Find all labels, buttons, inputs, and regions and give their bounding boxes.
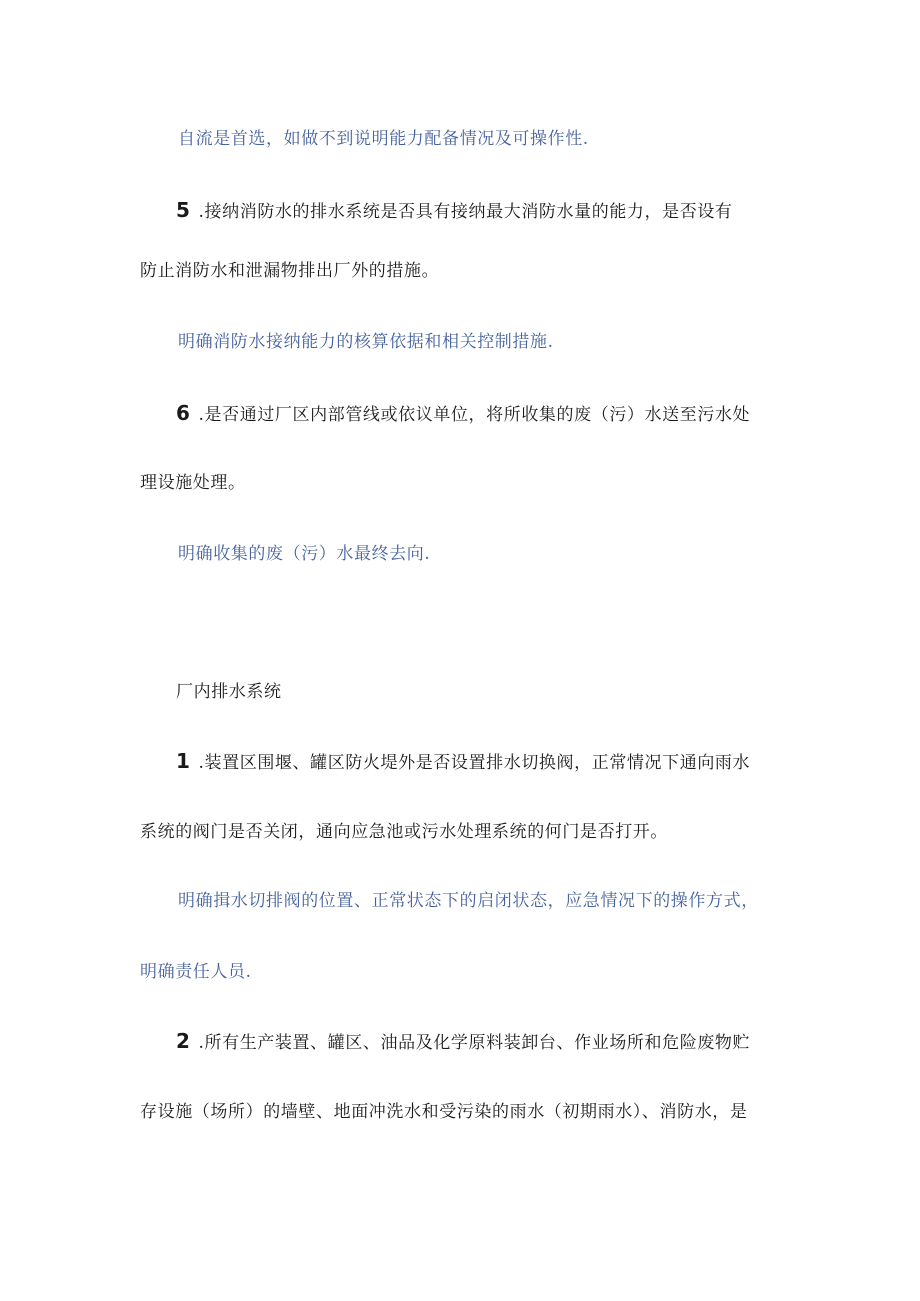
item-number: 2: [176, 1029, 191, 1053]
note-gravity-flow: 自流是首选，如做不到说明能力配备情况及可操作性.: [178, 129, 589, 149]
section-heading: 厂内排水系统: [176, 682, 282, 702]
item-2-line-2: 存设施（场所）的墙壁、地面冲洗水和受污染的雨水（初期雨水）、消防水，是: [140, 1102, 748, 1122]
note-fire-water-capacity: 明确消防水接纳能力的核算依据和相关控制措施.: [178, 332, 554, 352]
item-text: .装置区围堰、罐区防火堤外是否设置排水切换阀，正常情况下通向雨水: [198, 753, 751, 773]
item-number: 5: [176, 198, 191, 222]
note-valve-line-1: 明确揖水切排阀的位置、正常状态下的启闭状态，应急情况下的操作方式，: [178, 891, 759, 911]
item-6-line-1: [176, 401, 750, 427]
item-number: 6: [176, 401, 191, 425]
item-2-line-1: [176, 1029, 750, 1055]
item-text: .接纳消防水的排水系统是否具有接纳最大消防水量的能力，是否设有: [198, 202, 733, 222]
item-5-line-2: 防止消防水和泄漏物排出厂外的措施。: [140, 261, 440, 281]
item-5-line-1: [176, 198, 733, 224]
item-number: 1: [176, 749, 191, 773]
note-final-destination: 明确收集的废（污）水最终去向.: [178, 544, 431, 564]
item-6-line-2: 理设施处理。: [140, 473, 246, 493]
item-text: .是否通过厂区内部管线或依议单位，将所收集的废（污）水送至污水处: [198, 405, 751, 425]
item-1-line-2: 系统的阀门是否关闭，通向应急池或污水处理系统的何门是否打开。: [140, 822, 668, 842]
note-valve-line-2: 明确责任人员.: [140, 962, 252, 982]
item-text: .所有生产装置、罐区、油品及化学原料装卸台、作业场所和危险废物贮: [198, 1033, 751, 1053]
item-1-line-1: [176, 749, 750, 775]
